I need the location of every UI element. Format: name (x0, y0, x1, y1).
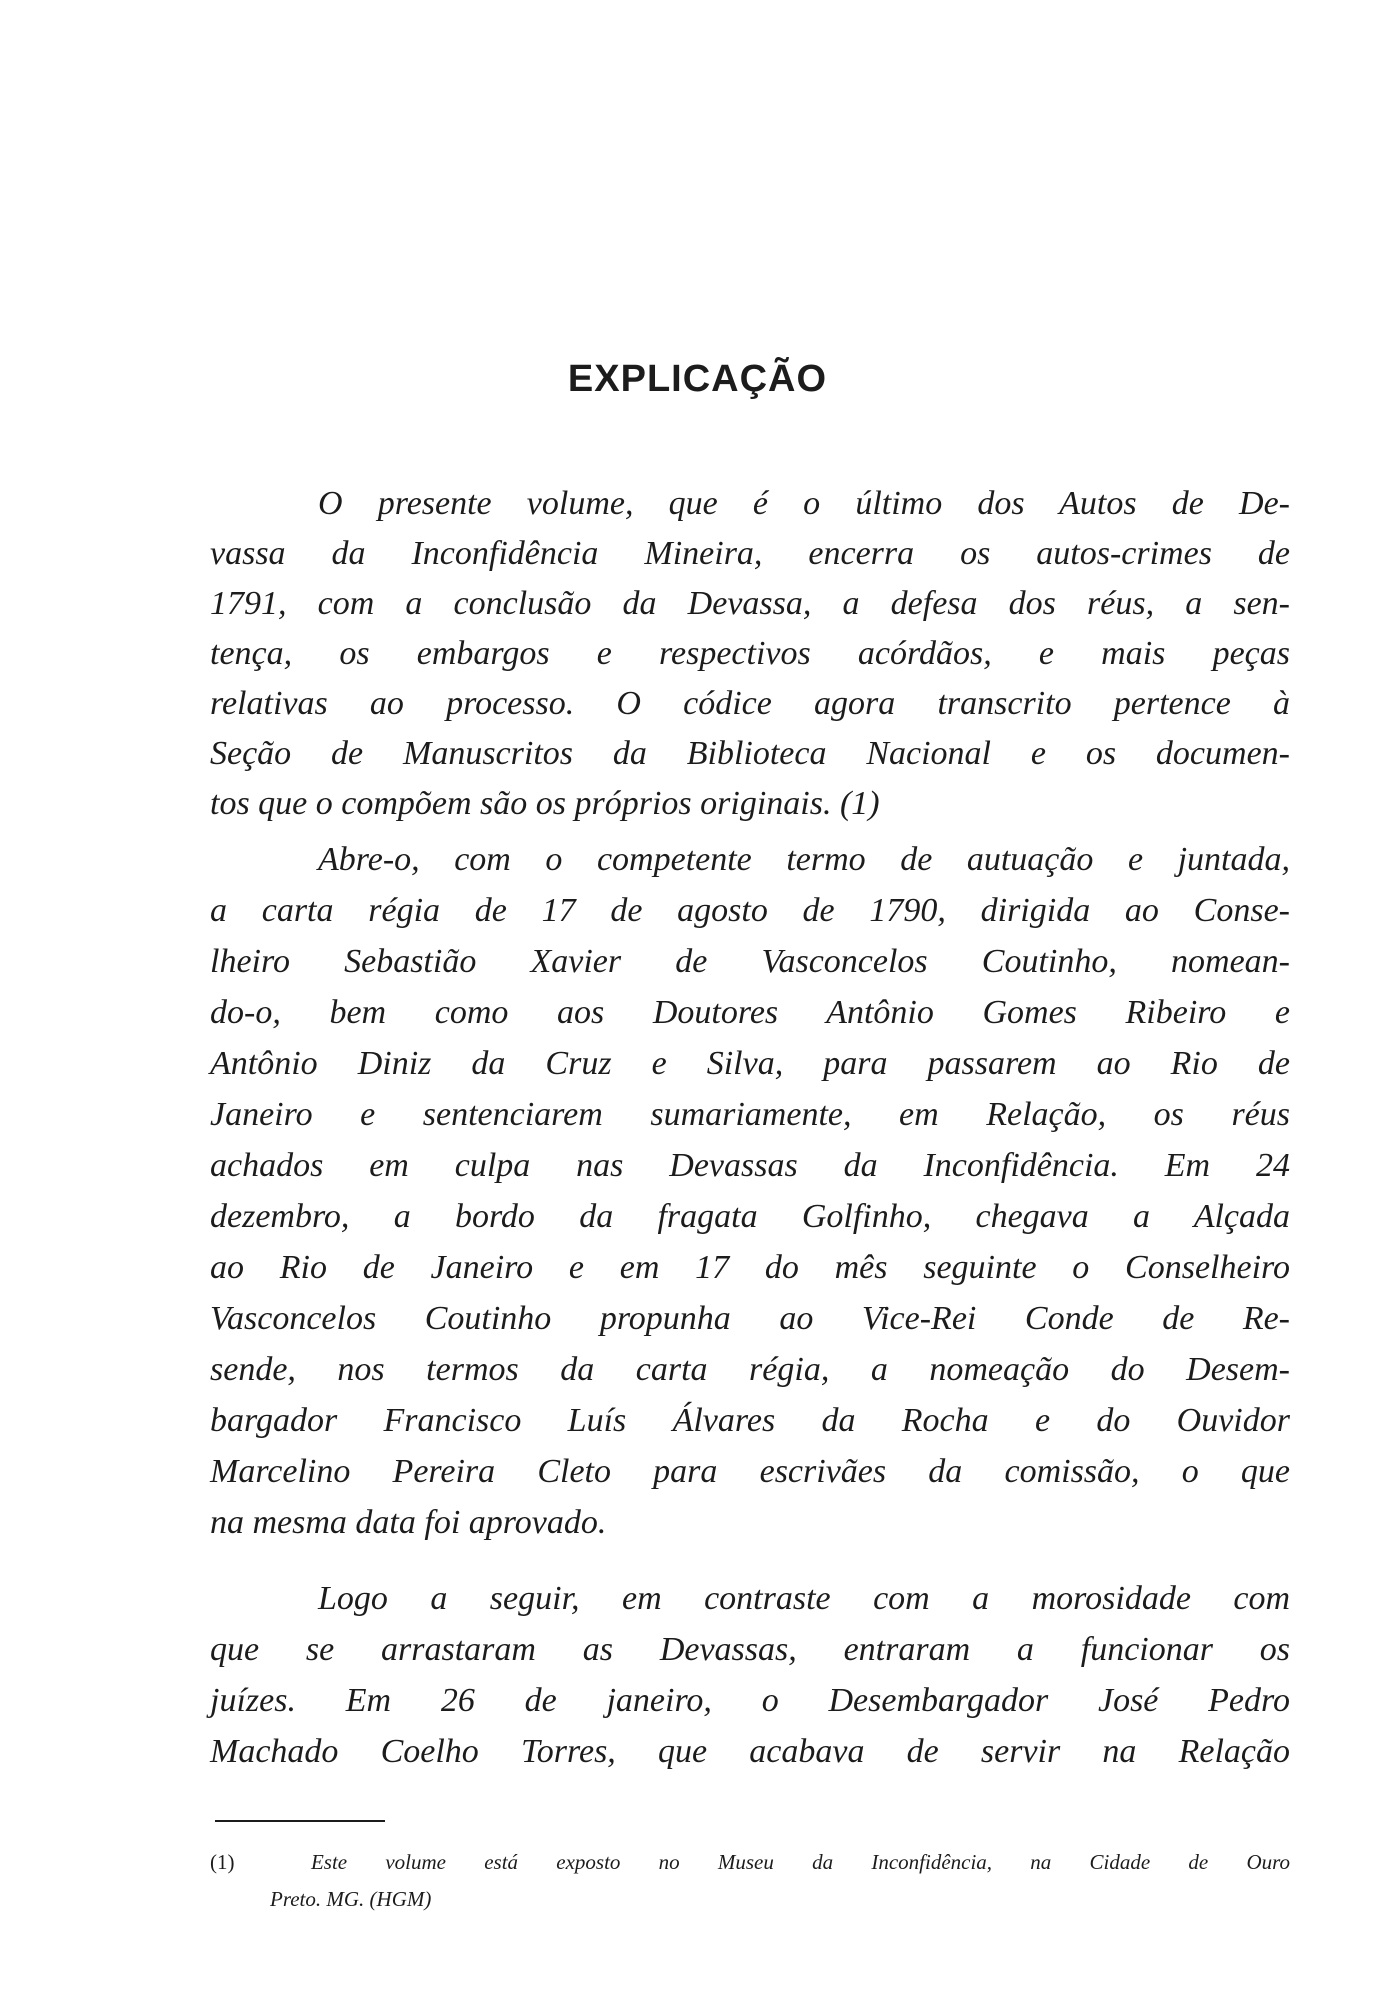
text-line: na mesma data foi aprovado. (210, 1504, 607, 1541)
text-line: lheiro Sebastião Xavier de Vasconcelos Coutinho, nomean- (210, 943, 1290, 980)
text-line: ao Rio de Janeiro e em 17 do mês seguinte o Conselheiro (210, 1249, 1290, 1286)
text-line: que se arrastaram as Devassas, entraram a funcionar os (210, 1631, 1290, 1668)
text-line: 1791, com a conclusão da Devassa, a defesa dos réus, a sen- (210, 585, 1290, 622)
text-line: Logo a seguir, em contraste com a morosidade com (318, 1580, 1290, 1617)
text-line: Seção de Manuscritos da Biblioteca Nacional e os documen- (210, 735, 1290, 772)
text-line: juízes. Em 26 de janeiro, o Desembargador José Pedro (210, 1682, 1290, 1719)
text-line: achados em culpa nas Devassas da Inconfidência. Em 24 (210, 1147, 1290, 1184)
text-line: Vasconcelos Coutinho propunha ao Vice-Rei Conde de Re- (210, 1300, 1290, 1337)
text-line: Abre-o, com o competente termo de autuação e juntada, (318, 841, 1290, 878)
text-line: tença, os embargos e respectivos acórdãos, e mais peças (210, 635, 1290, 672)
text-line: relativas ao processo. O códice agora transcrito pertence à (210, 685, 1290, 722)
footnote-marker: (1) (210, 1850, 235, 1874)
text-line: do-o, bem como aos Doutores Antônio Gomes Ribeiro e (210, 994, 1290, 1031)
footnote-text: Este volume está exposto no Museu da Inconfidência, na Cidade de Ouro (310, 1850, 1291, 1874)
text-line: sende, nos termos da carta régia, a nomeação do Desem- (210, 1351, 1290, 1388)
footnote-line-2: Preto. MG. (HGM) (270, 1887, 432, 1911)
text-line: Janeiro e sentenciarem sumariamente, em Relação, os réus (210, 1096, 1290, 1133)
text-line: vassa da Inconfidência Mineira, encerra os autos-crimes de (210, 535, 1290, 572)
footnote-divider (215, 1820, 385, 1822)
text-line: a carta régia de 17 de agosto de 1790, dirigida ao Conse- (210, 892, 1290, 929)
text-line: bargador Francisco Luís Álvares da Rocha e do Ouvidor (210, 1402, 1290, 1439)
footnote-line-1 (210, 1849, 1290, 1875)
text-line: dezembro, a bordo da fragata Golfinho, chegava a Alçada (210, 1198, 1290, 1235)
text-line: O presente volume, que é o último dos Autos de De- (318, 485, 1290, 522)
text-line: Antônio Diniz da Cruz e Silva, para passarem ao Rio de (210, 1045, 1290, 1082)
text-line: Marcelino Pereira Cleto para escrivães da comissão, o que (210, 1453, 1290, 1490)
page-title: EXPLICAÇÃO (567, 358, 828, 400)
text-line: tos que o compõem são os próprios originais. (1) (210, 785, 880, 822)
text-line: Machado Coelho Torres, que acabava de servir na Relação (210, 1733, 1290, 1770)
